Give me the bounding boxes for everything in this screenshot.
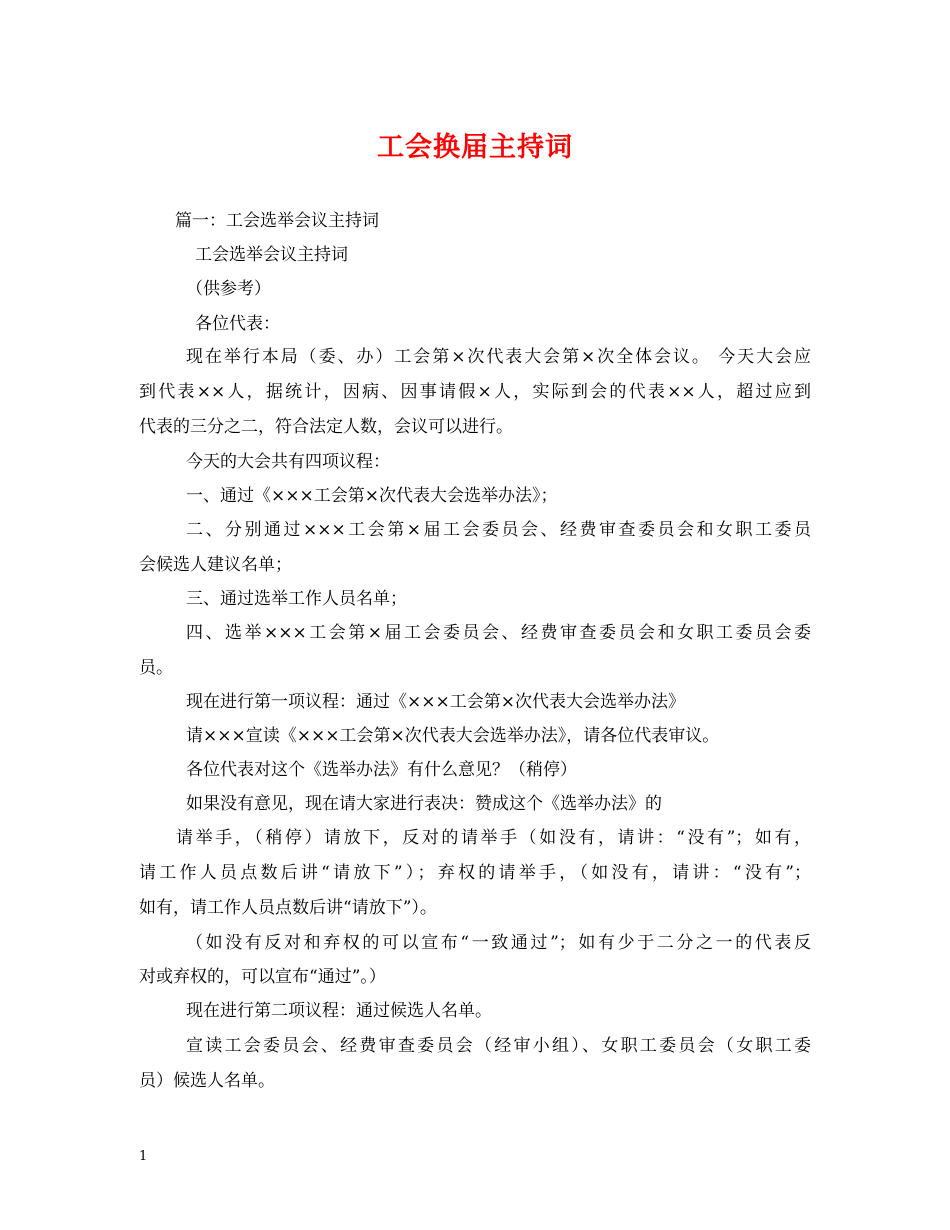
paragraph-line: 请×××宣读《×××工会第×次代表大会选举办法》，请各位代表审议。 [186, 726, 720, 746]
agenda-item: 二、分别通过×××工会第×届工会委员会、经费审查委员会和女职工委员 [186, 520, 811, 540]
paragraph-line: 员）候选人名单。 [139, 1071, 275, 1091]
salutation: 各位代表： [195, 314, 280, 334]
page-title: 工会换届主持词 [377, 132, 573, 163]
agenda-item: 四、选举×××工会第×届工会委员会、经费审查委员会和女职工委员会委 [186, 623, 811, 643]
paragraph-line: 现在举行本局（委、办）工会第×次代表大会第×次全体会议。 今天大会应 [186, 347, 811, 367]
agenda-item-continued: 员。 [139, 658, 173, 678]
paragraph-line: 请举手，（稍停）请放下，反对的请举手（如没有，请讲：“没有”；如有， [176, 828, 811, 848]
paragraph-line: 如果没有意见，现在请大家进行表决：赞成这个《选举办法》的 [186, 794, 662, 814]
paragraph-line: 各位代表对这个《选举办法》有什么意见？（稍停） [186, 760, 577, 780]
paragraph-line: 如有，请工作人员点数后讲“请放下”）。 [139, 898, 437, 918]
reference-note: （供参考） [186, 279, 271, 299]
paragraph-line: 宣读工会委员会、经费审查委员会（经审小组）、女职工委员会（女职工委 [186, 1036, 811, 1056]
agenda-item-continued: 会候选人建议名单； [139, 555, 292, 575]
agenda-item: 一、通过《×××工会第×次代表大会选举办法》； [186, 486, 558, 506]
paragraph-line: 代表的三分之二，符合法定人数，会议可以进行。 [139, 417, 513, 437]
article-heading: 篇一：工会选举会议主持词 [175, 211, 379, 231]
paragraph-line: 今天的大会共有四项议程： [186, 452, 390, 472]
paragraph-line: 到代表××人，据统计，因病、因事请假×人，实际到会的代表××人，超过应到 [139, 382, 811, 402]
paragraph-line: 现在进行第一项议程：通过《×××工会第×次代表大会选举办法》 [186, 692, 685, 712]
paragraph-line: （如没有反对和弃权的可以宣布“一致通过”；如有少于二分之一的代表反 [186, 933, 811, 953]
paragraph-line: 现在进行第二项议程：通过候选人名单。 [186, 1001, 492, 1021]
agenda-item: 三、通过选举工作人员名单； [186, 589, 407, 609]
paragraph-line: 请工作人员点数后讲“请放下”）；弃权的请举手，（如没有，请讲：“没有”； [139, 863, 811, 883]
speech-title: 工会选举会议主持词 [195, 245, 348, 265]
paragraph-line: 对或弃权的，可以宣布“通过”。） [139, 967, 386, 987]
page-number: 1 [139, 1149, 148, 1164]
